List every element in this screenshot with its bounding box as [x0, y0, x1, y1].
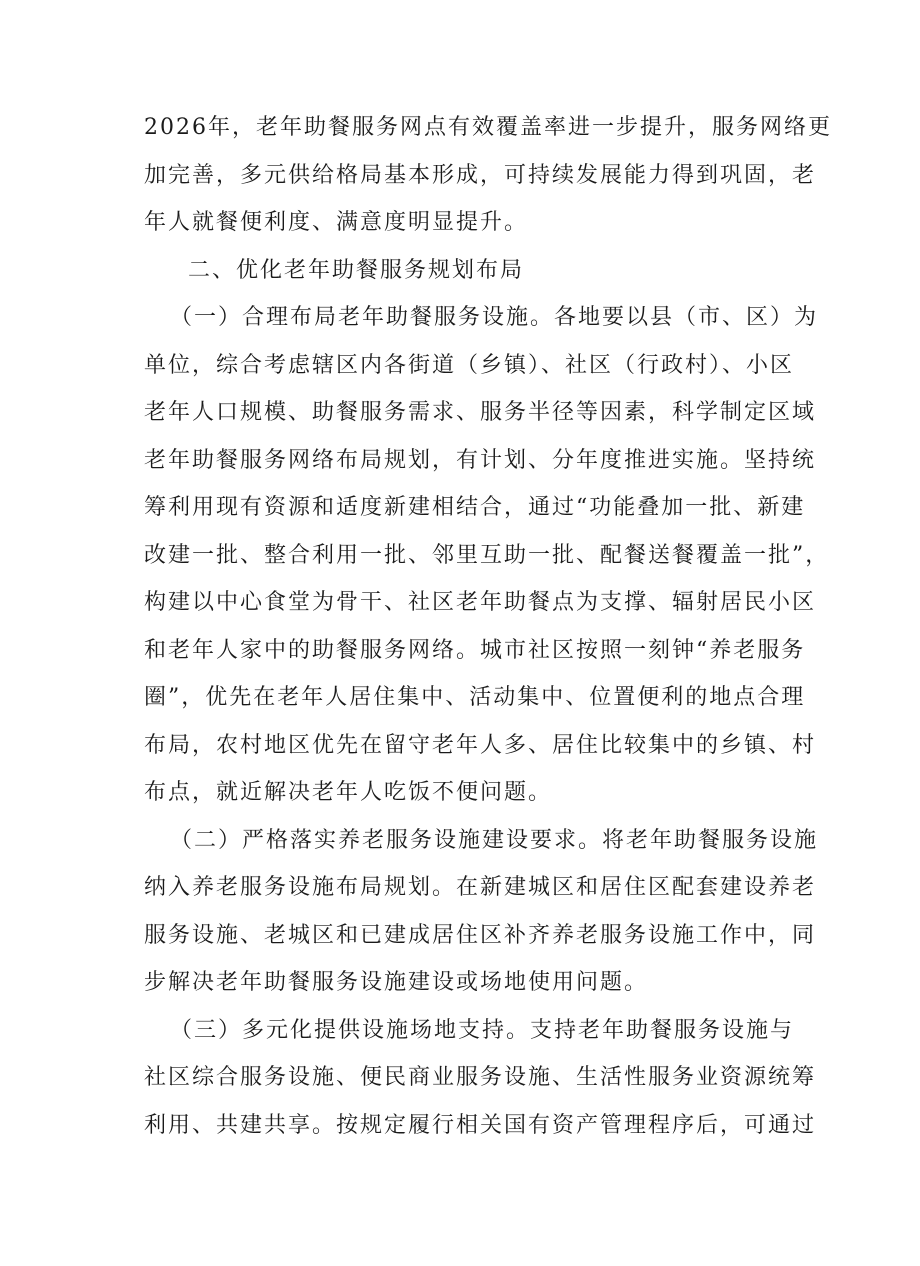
text-line: 筹利用现有资源和适度新建相结合，通过“功能叠加一批、新建: [144, 495, 806, 520]
heading-line: 二、优化老年助餐服务规划布局: [188, 257, 525, 283]
text-line: 布局，农村地区优先在留守老年人多、居住比较集中的乡镇、村: [144, 732, 817, 758]
document-body: [144, 104, 832, 1149]
paragraph-item-1: [144, 294, 830, 817]
text-line: 改建一批、整合利用一批、邻里互助一批、配餐送餐覆盖一批”，: [144, 542, 830, 568]
text-line: （一）合理布局老年助餐服务设施。各地要以县（市、区）为: [170, 305, 819, 330]
text-line: 加完善，多元供给格局基本形成，可持续发展能力得到巩固，老: [144, 162, 817, 188]
text-line: （三）多元化提供设施场地支持。支持老年助餐服务设施与: [170, 1017, 795, 1043]
text-line: 纳入养老服务设施布局规划。在新建城区和居住区配套建设养老: [144, 875, 817, 900]
text-line: 构建以中心食堂为骨干、社区老年助餐点为支撑、辐射居民小区: [144, 590, 817, 615]
text-line: 老年助餐服务网络布局规划，有计划、分年度推进实施。坚持统: [144, 447, 817, 473]
paragraph-item-2: [144, 817, 819, 1007]
text-line: 服务设施、老城区和已建成居住区补齐养老服务设施工作中，同: [144, 922, 817, 948]
text-line: 2026年，老年助餐服务网点有效覆盖率进一步提升，服务网络更: [144, 115, 832, 140]
text-line: 社区综合服务设施、便民商业服务设施、生活性服务业资源统筹: [144, 1065, 817, 1090]
text-line: 老年人口规模、助餐服务需求、服务半径等因素，科学制定区域: [144, 400, 817, 425]
section-heading: [144, 247, 784, 295]
text-line: 步解决老年助餐服务设施建设或场地使用问题。: [144, 970, 649, 995]
text-line: 单位，综合考虑辖区内各街道（乡镇）、社区（行政村）、小区: [144, 352, 795, 378]
text-line: （二）严格落实养老服务设施建设要求。将老年助餐服务设施: [170, 827, 819, 853]
text-line: 和老年人家中的助餐服务网络。城市社区按照一刻钟“养老服务: [144, 637, 806, 663]
text-line: 布点，就近解决老年人吃饭不便问题。: [144, 780, 553, 805]
text-line: 利用、共建共享。按规定履行相关国有资产管理程序后，可通过: [144, 1112, 817, 1138]
text-line: 圈”，优先在老年人居住集中、活动集中、位置便利的地点合理: [144, 685, 806, 710]
paragraph-intro-tail: [144, 104, 832, 247]
paragraph-item-3: [144, 1007, 817, 1150]
text-line: 年人就餐便利度、满意度明显提升。: [144, 210, 529, 235]
